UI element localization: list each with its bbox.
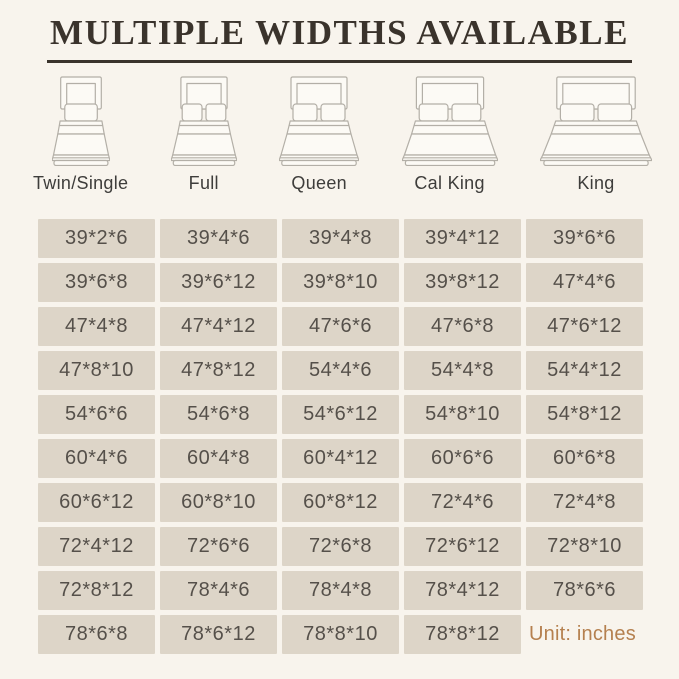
size-cell: 47*6*8 xyxy=(404,307,521,346)
bed-label-queen: Queen xyxy=(291,173,347,193)
bed-king xyxy=(540,76,652,194)
size-cell: 39*6*8 xyxy=(38,263,155,302)
size-cell: 60*4*12 xyxy=(282,439,399,478)
header xyxy=(0,0,679,63)
size-cell: 72*6*12 xyxy=(404,527,521,566)
bed-full-icon xyxy=(171,76,237,166)
size-cell: 78*4*12 xyxy=(404,571,521,610)
size-cell: 47*4*8 xyxy=(38,307,155,346)
page-title: MULTIPLE WIDTHS AVAILABLE xyxy=(47,13,632,63)
size-cell: 47*8*10 xyxy=(38,351,155,390)
bed-label-cal-king: Cal King xyxy=(414,173,485,193)
bed-full xyxy=(171,76,237,194)
size-cell: 39*4*8 xyxy=(282,219,399,258)
size-cell: 54*6*8 xyxy=(160,395,277,434)
size-cell: 60*4*6 xyxy=(38,439,155,478)
size-cell: 39*4*6 xyxy=(160,219,277,258)
size-cell: 54*4*6 xyxy=(282,351,399,390)
size-cell: 78*6*6 xyxy=(526,571,643,610)
size-cell: 39*4*12 xyxy=(404,219,521,258)
size-cell: 72*4*6 xyxy=(404,483,521,522)
size-cell: 39*8*12 xyxy=(404,263,521,302)
size-cell: 60*6*12 xyxy=(38,483,155,522)
size-cell: 78*8*10 xyxy=(282,615,399,654)
size-cell: 78*4*6 xyxy=(160,571,277,610)
size-cell: 72*4*8 xyxy=(526,483,643,522)
size-cell: 60*6*8 xyxy=(526,439,643,478)
size-cell: 54*4*12 xyxy=(526,351,643,390)
size-cell: 72*6*8 xyxy=(282,527,399,566)
size-cell: 54*6*12 xyxy=(282,395,399,434)
size-cell: 78*8*12 xyxy=(404,615,521,654)
size-grid xyxy=(38,219,643,654)
size-cell: 39*2*6 xyxy=(38,219,155,258)
size-cell: 60*4*8 xyxy=(160,439,277,478)
size-cell: 72*6*6 xyxy=(160,527,277,566)
size-cell: 47*8*12 xyxy=(160,351,277,390)
size-cell: 39*6*12 xyxy=(160,263,277,302)
size-cell: 47*4*6 xyxy=(526,263,643,302)
size-cell: 54*6*6 xyxy=(38,395,155,434)
bed-label-full: Full xyxy=(188,173,219,193)
bed-twin-icon xyxy=(52,76,110,166)
bed-twin-single xyxy=(33,76,128,194)
size-cell: 39*8*10 xyxy=(282,263,399,302)
size-cell: 78*4*8 xyxy=(282,571,399,610)
bed-label-king: King xyxy=(577,173,615,193)
size-cell: 60*6*6 xyxy=(404,439,521,478)
size-cell: 72*4*12 xyxy=(38,527,155,566)
size-cell: 72*8*12 xyxy=(38,571,155,610)
bed-cal-king xyxy=(402,76,498,194)
bed-size-illustrations xyxy=(0,72,679,194)
size-cell: 47*6*6 xyxy=(282,307,399,346)
size-cell: 54*8*12 xyxy=(526,395,643,434)
size-cell: 78*6*8 xyxy=(38,615,155,654)
size-cell: 78*6*12 xyxy=(160,615,277,654)
bed-king-icon xyxy=(540,76,652,166)
size-cell: 72*8*10 xyxy=(526,527,643,566)
size-cell: 54*4*8 xyxy=(404,351,521,390)
bed-label-twin-single: Twin/Single xyxy=(33,173,129,193)
unit-note: Unit: inches xyxy=(529,623,636,645)
size-cell: 47*6*12 xyxy=(526,307,643,346)
bed-queen-icon xyxy=(279,76,359,166)
size-cell: 60*8*10 xyxy=(160,483,277,522)
size-cell: 39*6*6 xyxy=(526,219,643,258)
size-cell: 60*8*12 xyxy=(282,483,399,522)
bed-queen xyxy=(279,76,359,194)
size-cell: 54*8*10 xyxy=(404,395,521,434)
bed-cal-king-icon xyxy=(402,76,498,166)
size-cell: 47*4*12 xyxy=(160,307,277,346)
